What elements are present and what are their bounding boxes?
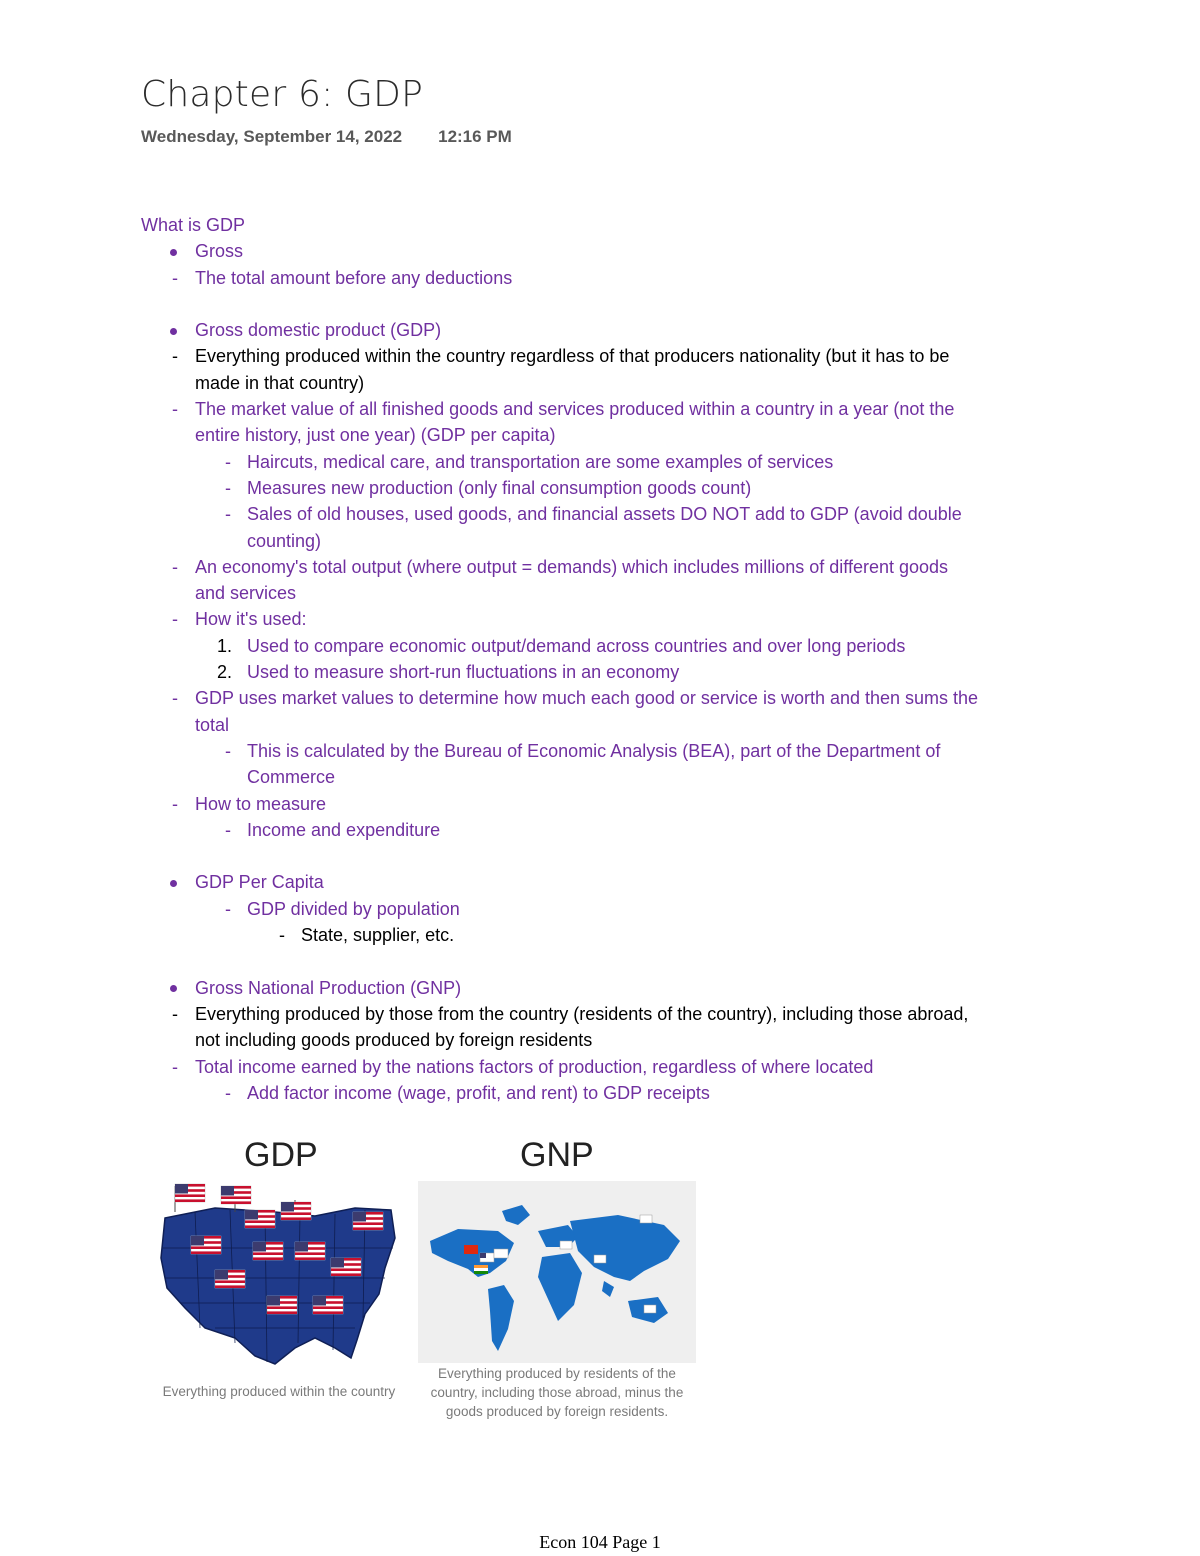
bullet-dot-icon (170, 328, 177, 335)
sub-dash-item: - Measures new production (only final consumption goods count) (225, 477, 752, 498)
continuation-line: made in that country) (195, 372, 365, 393)
bullet-item: Gross domestic product (GDP) (141, 317, 1071, 343)
continuation-line: not including goods produced by foreign residents (195, 1030, 593, 1051)
page-title: Chapter 6: GDP (141, 74, 423, 115)
usa-map-image (155, 1178, 405, 1378)
gnp-caption-line: Everything produced by residents of the (438, 1366, 676, 1381)
bullet-dot-icon (170, 985, 177, 992)
bullet-item: Gross (141, 238, 1071, 264)
dash-item: - The market value of all finished goods and services produced within a country in a year (not the (172, 399, 955, 420)
dash-item: - Everything produced within the country regardless of that producers nationality (but it has to be (172, 346, 950, 367)
numbered-item: 1. Used to compare economic output/demand across countries and over long periods (217, 635, 906, 656)
dash-item: - How it's used: (172, 609, 307, 630)
world-map-image (418, 1181, 696, 1363)
continuation-line: entire history, just one year) (GDP per capita) (195, 425, 556, 446)
sub-dash-item: - Add factor income (wage, profit, and rent) to GDP receipts (225, 1082, 710, 1103)
section-heading: What is GDP (141, 215, 246, 235)
sub-dash-item: - Sales of old houses, used goods, and financial assets DO NOT add to GDP (avoid double (225, 504, 962, 525)
sub-dash-item: - This is calculated by the Bureau of Economic Analysis (BEA), part of the Department of (225, 740, 941, 761)
bullet-dot-icon (170, 880, 177, 887)
dash-item: - GDP uses market values to determine how much each good or service is worth and then sums the (172, 688, 979, 709)
continuation-line: and services (195, 583, 297, 604)
page-dateline (141, 127, 512, 147)
page-date: Wednesday, September 14, 2022 (141, 127, 403, 146)
continuation-line: Commerce (247, 767, 336, 788)
bullet-item: Gross National Production (GNP) (141, 975, 1071, 1001)
dash-item: - How to measure (172, 793, 327, 814)
sub-dash-item: - Income and expenditure (225, 819, 441, 840)
bullet-item: GDP Per Capita (141, 869, 1071, 895)
numbered-item: 2. Used to measure short-run fluctuations in an economy (217, 662, 680, 683)
gnp-figure-title: GNP (520, 1136, 594, 1174)
gnp-caption-line: goods produced by foreign residents. (445, 1404, 669, 1419)
dash-item: - The total amount before any deductions (172, 267, 513, 288)
continuation-line: total (195, 714, 230, 735)
bullet-dot-icon (170, 249, 177, 256)
sub-dash-item: - Haircuts, medical care, and transportation are some examples of services (225, 451, 834, 472)
gdp-figure-title: GDP (244, 1136, 318, 1174)
page-footer: Econ 104 Page 1 (539, 1532, 661, 1552)
gnp-caption (414, 1364, 700, 1421)
notes-body (141, 212, 1071, 1106)
sub-dash-item: - GDP divided by population (225, 898, 460, 919)
gdp-caption: Everything produced within the country (162, 1384, 396, 1399)
sub-sub-dash-item: - State, supplier, etc. (279, 925, 455, 946)
continuation-line: counting) (247, 530, 322, 551)
gnp-caption-line: country, including those abroad, minus the (430, 1385, 684, 1400)
dash-item: - Total income earned by the nations factors of production, regardless of where located (172, 1056, 874, 1077)
page-time: 12:16 PM (438, 127, 512, 146)
dash-item: - An economy's total output (where output = demands) which includes millions of different goods (172, 556, 949, 577)
dash-item: - Everything produced by those from the country (residents of the country), including those abroad, (172, 1003, 969, 1024)
